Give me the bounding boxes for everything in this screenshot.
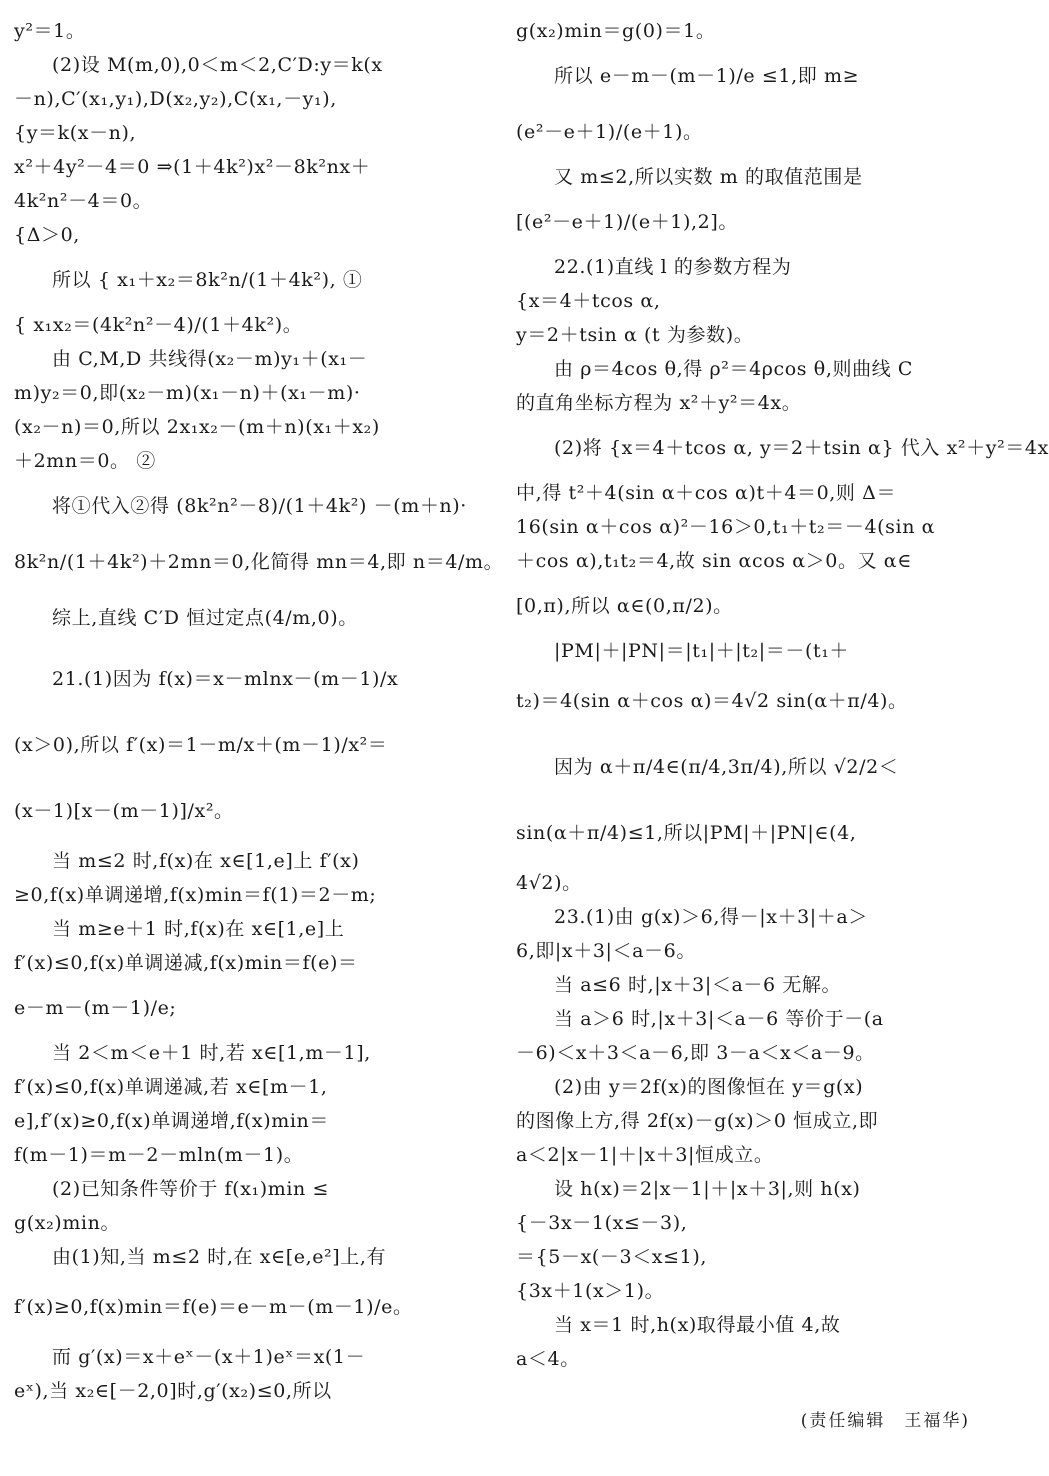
text-line: [0,π),所以 α∈(0,π/2)。	[516, 595, 733, 617]
text-line: {x＝4＋tcos α,	[516, 290, 661, 312]
text-line: 16(sin α＋cos α)²－16＞0,t₁＋t₂＝－4(sin α	[516, 516, 936, 538]
text-line: {Δ＞0,	[14, 224, 80, 246]
text-line: 23.(1)由 g(x)＞6,得－|x＋3|＋a＞	[554, 906, 868, 928]
text-line: 21.(1)因为 f(x)＝x－mlnx－(m－1)/x	[52, 668, 399, 690]
text-line: a＜2|x－1|＋|x＋3|恒成立。	[516, 1144, 774, 1166]
text-line: 综上,直线 C′D 恒过定点(4/m,0)。	[52, 607, 358, 629]
text-line: { x₁x₂＝(4k²n²－4)/(1＋4k²)。	[14, 314, 303, 336]
text-line: 又 m≤2,所以实数 m 的取值范围是	[554, 166, 863, 188]
text-line: {－3x－1(x≤－3),	[516, 1212, 688, 1234]
text-line: (2)由 y＝2f(x)的图像恒在 y＝g(x)	[554, 1076, 864, 1098]
text-line: (x＞0),所以 f′(x)＝1－m/x＋(m－1)/x²＝	[14, 734, 388, 756]
text-line: 由 C,M,D 共线得(x₂－m)y₁＋(x₁－	[52, 348, 368, 370]
text-line: t₂)＝4(sin α＋cos α)＝4√2 sin(α＋π/4)。	[516, 690, 908, 712]
text-line: a＜4。	[516, 1348, 580, 1370]
text-line: ＝{5－x(－3＜x≤1),	[516, 1246, 707, 1268]
text-line: ＋cos α),t₁t₂＝4,故 sin αcos α＞0。又 α∈	[516, 550, 912, 572]
text-line: y²＝1。	[14, 20, 86, 42]
text-line: g(x₂)min。	[14, 1212, 121, 1234]
text-line: f(m－1)＝m－2－mln(m－1)。	[14, 1144, 304, 1166]
text-line: x²＋4y²－4＝0 ⇒(1＋4k²)x²－8k²nx＋	[14, 156, 371, 178]
text-line: －n),C′(x₁,y₁),D(x₂,y₂),C(x₁,－y₁),	[14, 88, 337, 110]
text-line: 的直角坐标方程为 x²＋y²＝4x。	[516, 392, 802, 414]
text-line: 6,即|x＋3|＜a－6。	[516, 940, 696, 962]
text-line: e],f′(x)≥0,f(x)单调递增,f(x)min＝	[14, 1110, 329, 1132]
text-line: [(e²－e＋1)/(e＋1),2]。	[516, 211, 738, 233]
text-line: 4√2)。	[516, 872, 582, 894]
text-line: f′(x)≤0,f(x)单调递减,若 x∈[m－1,	[14, 1076, 328, 1098]
text-line: 22.(1)直线 l 的参数方程为	[554, 256, 792, 278]
text-line: m)y₂＝0,即(x₂－m)(x₁－n)＋(x₁－m)·	[14, 382, 361, 404]
text-line: 所以 { x₁＋x₂＝8k²n/(1＋4k²), ①	[52, 269, 363, 291]
text-line: f′(x)≥0,f(x)min＝f(e)＝e－m－(m－1)/e。	[14, 1296, 413, 1318]
text-line: g(x₂)min＝g(0)＝1。	[516, 20, 716, 42]
text-line: 当 m≥e＋1 时,f(x)在 x∈[1,e]上	[52, 918, 345, 940]
text-line: (2)将 {x＝4＋tcos α, y＝2＋tsin α} 代入 x²＋y²＝4x	[554, 437, 1049, 459]
text-line: {3x＋1(x＞1)。	[516, 1280, 665, 1302]
text-line: {y＝k(x－n),	[14, 122, 137, 144]
text-line: ＋2mn＝0。 ②	[14, 450, 156, 472]
text-line: 当 a≤6 时,|x＋3|＜a－6 无解。	[554, 974, 842, 996]
editor-credit: (责任编辑 王福华)	[800, 1411, 970, 1431]
text-line: e－m－(m－1)/e;	[14, 997, 177, 1019]
text-line: 当 a＞6 时,|x＋3|＜a－6 等价于－(a	[554, 1008, 884, 1030]
text-line: 当 2＜m＜e＋1 时,若 x∈[1,m－1],	[52, 1042, 371, 1064]
text-line: 8k²n/(1＋4k²)＋2mn＝0,化简得 mn＝4,即 n＝4/m。	[14, 551, 504, 573]
text-line: 设 h(x)＝2|x－1|＋|x＋3|,则 h(x)	[554, 1178, 861, 1200]
text-line: 4k²n²－4＝0。	[14, 190, 153, 212]
text-line: y＝2＋tsin α (t 为参数)。	[516, 324, 754, 346]
text-line: (e²－e＋1)/(e＋1)。	[516, 121, 703, 143]
text-line: 当 x＝1 时,h(x)取得最小值 4,故	[554, 1314, 841, 1336]
text-line: eˣ),当 x₂∈[－2,0]时,g′(x₂)≤0,所以	[14, 1380, 332, 1402]
left-column	[14, 14, 504, 1408]
text-line: 所以 e－m－(m－1)/e ≤1,即 m≥	[554, 65, 860, 87]
text-line: 而 g′(x)＝x＋eˣ－(x＋1)eˣ＝x(1－	[52, 1346, 366, 1368]
text-line: |PM|＋|PN|＝|t₁|＋|t₂|＝－(t₁＋	[554, 640, 850, 662]
text-line: (x₂－n)＝0,所以 2x₁x₂－(m＋n)(x₁＋x₂)	[14, 416, 380, 438]
text-line: ≥0,f(x)单调递增,f(x)min＝f(1)＝2－m;	[14, 884, 377, 906]
text-line: 的图像上方,得 2f(x)－g(x)＞0 恒成立,即	[516, 1110, 879, 1132]
text-line: －6)＜x＋3＜a－6,即 3－a＜x＜a－9。	[516, 1042, 875, 1064]
text-line: 当 m≤2 时,f(x)在 x∈[1,e]上 f′(x)	[52, 850, 360, 872]
text-line: f′(x)≤0,f(x)单调递减,f(x)min＝f(e)＝	[14, 952, 358, 974]
text-line: 中,得 t²＋4(sin α＋cos α)t＋4＝0,则 Δ＝	[516, 482, 897, 504]
text-line: 因为 α＋π/4∈(π/4,3π/4),所以 √2/2＜	[554, 756, 899, 778]
text-line: (x－1)[x－(m－1)]/x²。	[14, 800, 234, 822]
text-line: (2)设 M(m,0),0＜m＜2,C′D:y＝k(x	[52, 54, 383, 76]
text-line: 将①代入②得 (8k²n²－8)/(1＋4k²) －(m＋n)·	[52, 495, 467, 517]
text-line: 由(1)知,当 m≤2 时,在 x∈[e,e²]上,有	[52, 1246, 387, 1268]
text-line: sin(α＋π/4)≤1,所以|PM|＋|PN|∈(4,	[516, 822, 857, 844]
text-line: 由 ρ＝4cos θ,得 ρ²＝4ρcos θ,则曲线 C	[554, 358, 914, 380]
right-column	[516, 14, 1049, 1376]
text-line: (2)已知条件等价于 f(x₁)min ≤	[52, 1178, 330, 1200]
